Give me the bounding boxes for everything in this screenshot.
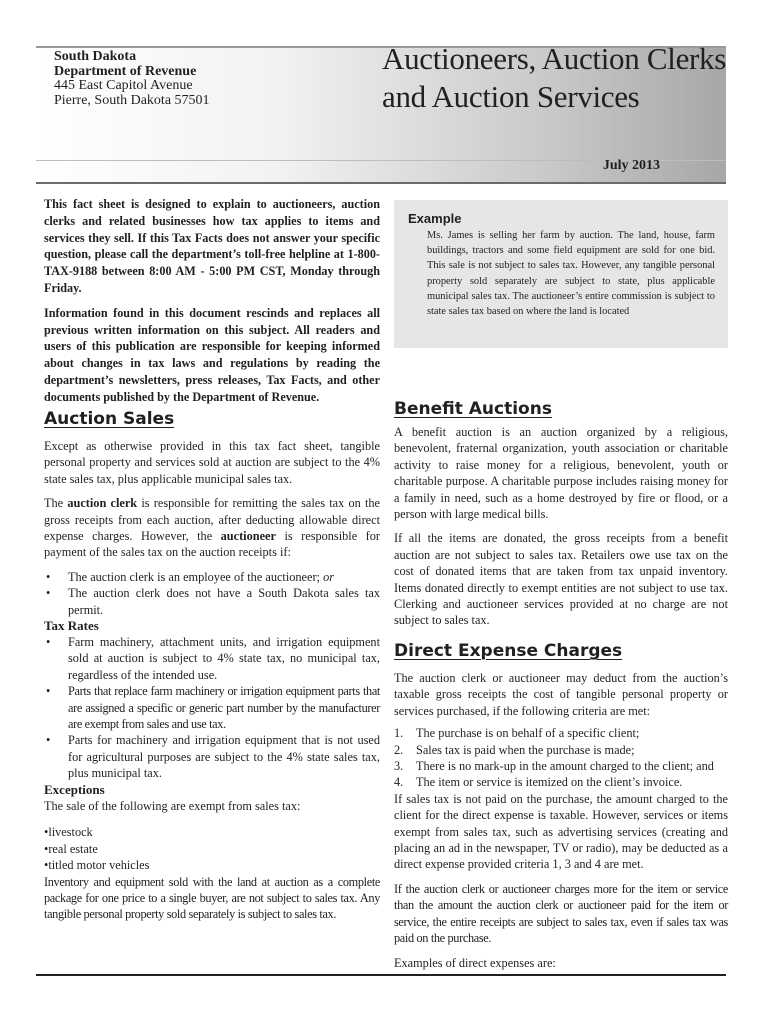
example-text: Ms. James is selling her farm by auction. The land, house, farm buildings, tractors and some field equipment are sold for one bid. This sale is not subject to sales tax. However, any tangible personal property sold separately are subject to state, plus applicable municipal sales tax. The auctioneer’s entire commission is subject to state sales tax based on where the land is located — [427, 230, 715, 318]
text-run: is responsible for payment of the sales tax on the auction receipts if: — [44, 529, 380, 560]
tax-rates-heading: Tax Rates — [44, 618, 99, 633]
exceptions-section — [44, 782, 380, 923]
benefit-auctions-paragraph-2: If all the items are donated, the gross receipts from a benefit auction are not subject to sales tax. Retailers owe use tax on the cost of donated items that are taken from tax unpaid inventory. Items donated directly to exempt entities are not subject to use tax. Clerking and auctioneer services provided at no charge are not subject to sales tax. — [394, 531, 728, 628]
text-run: The — [44, 496, 68, 511]
list-item: • Parts for machinery and irrigation equipment that is not used for agricultural purposes are subject to the 4% state sales tax, plus municipal tax. — [44, 732, 380, 781]
title-line-2: and Auction Services — [382, 79, 640, 114]
tax-rates-list — [44, 634, 380, 782]
list-item — [394, 758, 728, 774]
term-auctioneer: auctioneer — [220, 529, 276, 544]
or-emphasis: or — [323, 569, 334, 584]
direct-expense-paragraph-3: If the auction clerk or auctioneer charges more for the item or service than the amount the auction clerk or auctioneer paid for the item or service, the entire receipts are subject to sales tax, even if sales tax was paid on the purchase. — [394, 881, 728, 946]
auction-sales-heading: Auction Sales — [44, 409, 175, 429]
criteria-number: 1. — [394, 726, 404, 741]
department-address — [54, 50, 354, 108]
criteria-text: There is no mark-up in the amount charged to the client; and — [416, 759, 714, 774]
criteria-text: The purchase is on behalf of a specific client; — [416, 726, 640, 741]
criteria-number: 4. — [394, 775, 404, 790]
list-item: • livestock — [44, 824, 380, 840]
exceptions-list — [44, 824, 380, 873]
list-item — [394, 742, 728, 758]
intro-paragraph-1: This fact sheet is designed to explain to auctioneers, auction clerks and related businesses how tax applies to items and services they sell. If this Tax Facts does not answer your specific question, please call the department’s toll-free helpline at 1-800-TAX-9188 between 8:00 AM - 5:00 PM CST, Monday through Friday. — [44, 197, 380, 295]
header-bottom-rule — [36, 182, 726, 184]
benefit-auctions-heading: Benefit Auctions — [394, 399, 552, 419]
example-title: Example — [408, 211, 462, 226]
document-title — [382, 40, 742, 116]
list-item — [394, 774, 728, 790]
list-item — [394, 725, 728, 741]
direct-expense-section — [394, 640, 728, 971]
exceptions-heading: Exceptions — [44, 782, 105, 797]
exceptions-intro: The sale of the following are exempt from sales tax: — [44, 799, 301, 813]
auction-sales-paragraph-1: Except as otherwise provided in this tax fact sheet, tangible personal property and services sold at auction are subject to the 4% state sales tax, plus applicable municipal sales tax. — [44, 439, 380, 486]
address-street: 445 East Capitol Avenue — [54, 78, 193, 93]
list-item: • titled motor vehicles — [44, 857, 380, 873]
direct-expense-paragraph-2: If sales tax is not paid on the purchase, the amount charged to the client for the direct expense is taxable. However, services or items exempt from sales tax, such as advertising services (creating and placing an ad in the newspaper, TV or radio), may be deducted as a direct expense provided criteria 1, 3 and 4 are met. — [394, 791, 728, 872]
title-line-1: Auctioneers, Auction Clerks — [382, 41, 727, 76]
list-item: • Parts that replace farm machinery or irrigation equipment parts that are assigned a specific or generic part number by the manufacturer are exempt from sales and use tax. — [44, 683, 380, 732]
direct-expense-heading: Direct Expense Charges — [394, 641, 623, 661]
tax-rates-section — [44, 618, 380, 782]
text-run: The auction clerk is an employee of the auctioneer; — [68, 569, 324, 584]
list-item: • real estate — [44, 841, 380, 857]
publication-date: July 2013 — [602, 158, 660, 173]
dept-name: Department of Revenue — [54, 63, 197, 79]
list-item: • The auction clerk does not have a South Dakota sales tax permit. — [44, 585, 380, 618]
benefit-auctions-paragraph-1: A benefit auction is an auction organized by a religious, benevolent, fraternal organization, youth association or charitable activity to raise money for a religious, benevolent, youth or charitable purpose. A charitable purpose includes raising money for a family in need, such as a home destroyed by fire or flood, or a person with large medical bills. — [394, 425, 728, 522]
intro-paragraph-2: Information found in this document rescinds and replaces all previous written information on this subject. All readers and users of this publication are responsible for keeping informed about changes in tax laws and regulations by reading the department’s newsletters, press releases, Tax Facts, and other documents published by the Department of Revenue. — [44, 305, 380, 404]
text-run: is responsible for remitting the sales tax on the gross receipts from each auction, after deducting allowable direct expense charges. However, the — [44, 496, 380, 544]
dept-state: South Dakota — [54, 49, 137, 64]
address-city: Pierre, South Dakota 57501 — [54, 92, 210, 108]
list-item — [44, 569, 380, 585]
direct-expense-paragraph-1: The auction clerk or auctioneer may deduct from the auction’s taxable gross receipts the cost of tangible personal property or services purchased, if the following criteria are met: — [394, 671, 728, 718]
criteria-number: 3. — [394, 759, 404, 774]
auction-sales-section — [44, 408, 380, 618]
intro-section — [44, 196, 380, 406]
exceptions-closing: Inventory and equipment sold with the land at auction as a complete package for one price to a single buyer, are not subject to sales tax. Any tangible personal property sold separately is subject to sales tax. — [44, 874, 380, 922]
criteria-text: Sales tax is paid when the purchase is made; — [416, 742, 635, 757]
auctioneer-conditions-list — [44, 569, 380, 618]
direct-expense-paragraph-4: Examples of direct expenses are: — [394, 955, 556, 970]
criteria-text: The item or service is itemized on the client’s invoice. — [416, 775, 683, 790]
term-auction-clerk: auction clerk — [67, 496, 138, 511]
footer-rule — [36, 974, 726, 976]
auction-sales-paragraph-2 — [44, 495, 380, 561]
criteria-number: 2. — [394, 742, 404, 757]
direct-expense-criteria-list — [394, 725, 728, 791]
list-item: • Farm machinery, attachment units, and irrigation equipment sold at auction is subject to 4% state tax, no municipal tax, regardless of the intended use. — [44, 634, 380, 683]
benefit-auctions-section — [394, 398, 728, 629]
